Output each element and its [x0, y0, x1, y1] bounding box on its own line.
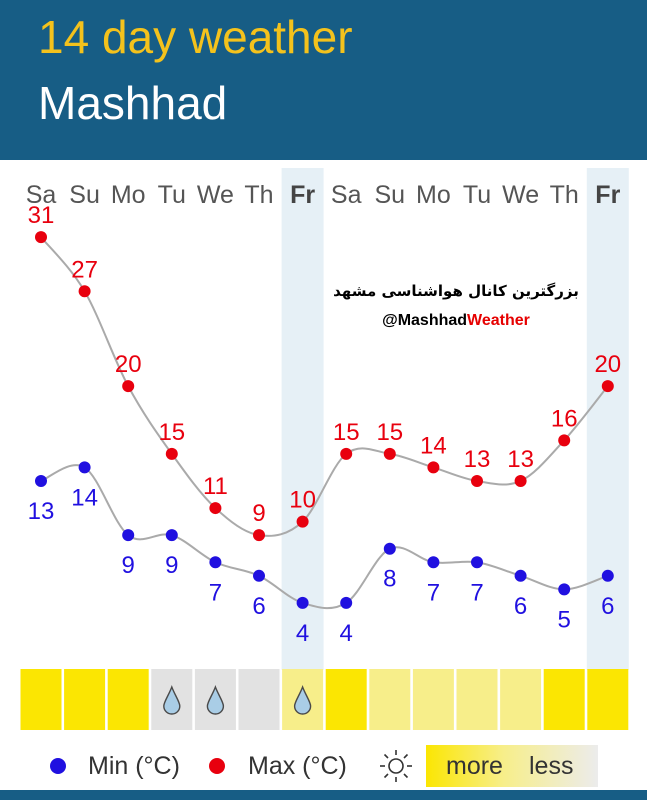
max-temp-point: [297, 516, 309, 528]
max-temp-point: [253, 529, 265, 541]
max-temp-point: [427, 461, 439, 473]
min-temp-label: 6: [513, 592, 528, 620]
day-label: Tu: [462, 181, 492, 209]
city-name: Mashhad: [38, 77, 228, 129]
min-temp-label: 8: [383, 565, 397, 593]
max-temp-label: 16: [550, 405, 578, 433]
min-legend-label: Min (°C): [88, 752, 180, 780]
min-temp-label: 5: [557, 606, 571, 634]
day-label: We: [196, 181, 234, 209]
min-temp-label: 9: [121, 552, 135, 580]
max-temp-label: 11: [202, 473, 228, 501]
max-temp-label: 13: [507, 445, 534, 473]
max-temp-point: [122, 380, 134, 392]
max-temp-label: 13: [463, 445, 491, 473]
min-temp-label: 14: [71, 484, 98, 512]
day-label: Mo: [110, 181, 146, 209]
legend: [0, 740, 647, 790]
max-temp-label: 15: [332, 418, 360, 446]
day-label: Su: [374, 181, 406, 209]
watermark-handle: [382, 312, 530, 329]
min-temp-point: [602, 570, 614, 582]
max-temp-point: [515, 475, 527, 487]
min-temp-point: [384, 543, 396, 555]
max-temp-label: 15: [376, 418, 404, 446]
min-temp-point: [79, 461, 91, 473]
max-temp-point: [209, 502, 221, 514]
sunshine-cell: [544, 669, 585, 730]
min-temp-point: [427, 556, 439, 568]
day-label: Su: [69, 181, 100, 209]
sunshine-cell: [369, 669, 410, 730]
min-temp-label: 7: [470, 579, 484, 607]
max-temp-point: [35, 231, 47, 243]
min-temp-label: 6: [252, 592, 266, 620]
sunshine-cell: [413, 669, 454, 730]
sunshine-cell: [500, 669, 541, 730]
min-temp-point: [209, 556, 221, 568]
max-temp-points: [35, 231, 614, 541]
min-temp-label: 7: [426, 579, 441, 607]
header-bar: [0, 0, 647, 160]
max-temp-point: [79, 285, 91, 297]
sunshine-cell: [457, 669, 498, 730]
min-legend-dot: [50, 758, 66, 774]
max-legend-label: Max (°C): [248, 752, 347, 780]
max-temp-point: [602, 380, 614, 392]
max-temp-point: [384, 448, 396, 460]
max-temp-label: 20: [594, 351, 622, 379]
sunshine-cell: [64, 669, 105, 730]
weather-chart: [0, 160, 647, 740]
min-temp-point: [297, 597, 309, 609]
sunshine-cell: [108, 669, 149, 730]
max-temp-label: 20: [114, 351, 142, 379]
day-label: Th: [244, 181, 274, 209]
sunshine-cell: [326, 669, 367, 730]
sun-icon: [378, 749, 414, 783]
min-temp-point: [166, 529, 178, 541]
day-label: Tu: [157, 181, 186, 209]
day-label: Th: [549, 181, 579, 209]
day-label: Fr: [290, 181, 316, 209]
max-temp-labels: [28, 202, 622, 527]
min-temp-point: [122, 529, 134, 541]
min-temp-label: 4: [295, 619, 310, 647]
min-temp-point: [515, 570, 527, 582]
max-temp-label: 15: [158, 418, 186, 446]
day-label: We: [502, 181, 540, 209]
watermark-handle-suffix: Weather: [467, 312, 530, 329]
page-title: 14 day weather: [38, 11, 353, 63]
day-label: Mo: [416, 181, 451, 209]
min-temp-point: [471, 556, 483, 568]
max-temp-label: 14: [420, 432, 447, 460]
watermark-text: بزرگترین کانال هواشناسی مشهد: [333, 282, 579, 300]
min-temp-label: 6: [601, 592, 615, 620]
sunshine-cell: [239, 669, 280, 730]
min-temp-label: 9: [165, 552, 179, 580]
max-legend-dot: [209, 758, 225, 774]
min-temp-point: [340, 597, 352, 609]
watermark: [333, 282, 579, 329]
min-temp-point: [253, 570, 265, 582]
max-temp-label: 10: [289, 486, 316, 514]
min-temp-points: [35, 461, 614, 608]
max-temp-point: [471, 475, 483, 487]
less-label: less: [529, 752, 574, 780]
max-temp-point: [558, 434, 570, 446]
max-temp-point: [340, 448, 352, 460]
max-temp-label: 27: [71, 256, 98, 284]
max-temp-point: [166, 448, 178, 460]
sunshine-cell: [587, 669, 628, 730]
min-temp-point: [558, 583, 570, 595]
max-temp-label: 31: [27, 202, 55, 230]
min-temp-label: 7: [208, 579, 223, 607]
day-label: Fr: [595, 181, 621, 209]
footer-bar: [0, 790, 647, 800]
sunshine-cell: [21, 669, 62, 730]
watermark-handle-prefix: @Mashhad: [382, 312, 468, 329]
min-temp-point: [35, 475, 47, 487]
max-temp-label: 9: [252, 500, 266, 528]
more-label: more: [446, 752, 503, 780]
sunshine-row: [21, 669, 629, 730]
day-label: Sa: [25, 181, 57, 209]
min-temp-label: 4: [339, 619, 353, 647]
min-temp-label: 13: [27, 497, 55, 525]
day-label: Sa: [330, 181, 362, 209]
